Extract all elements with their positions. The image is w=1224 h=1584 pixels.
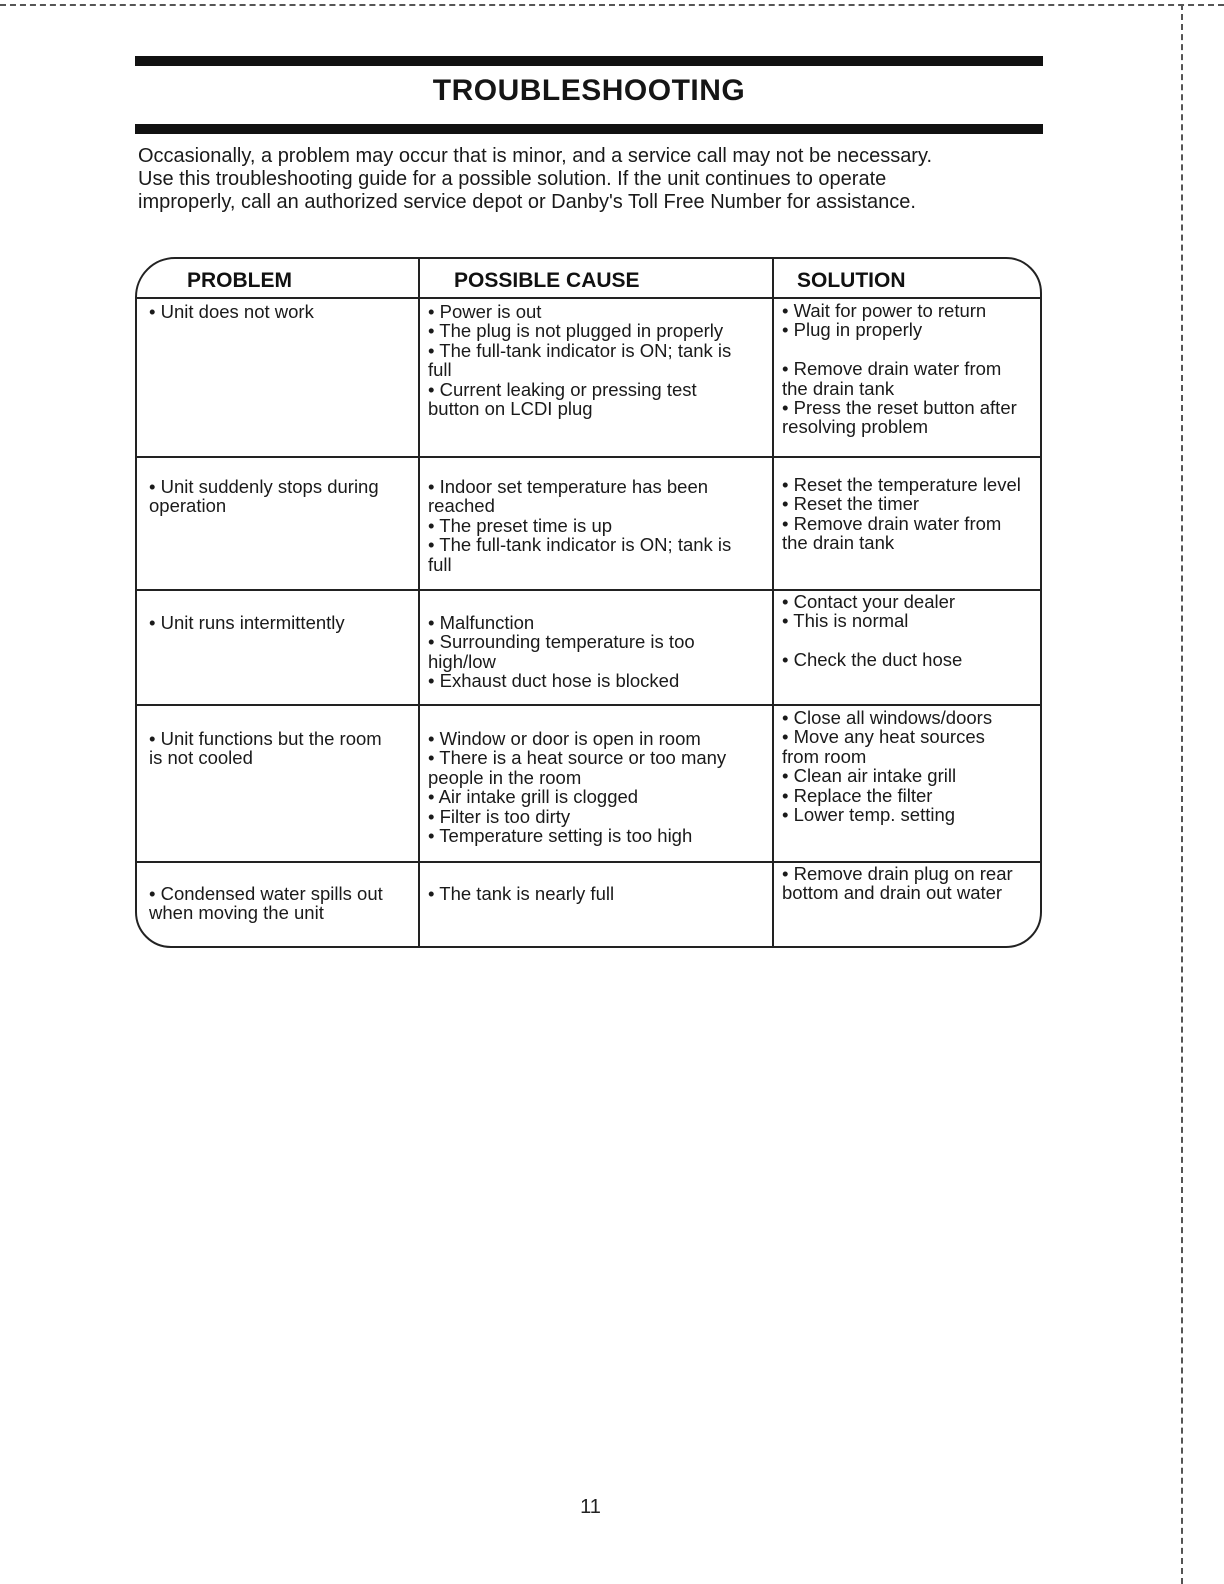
cell-line: operation xyxy=(149,495,227,517)
cell-line: • Press the reset button after xyxy=(782,397,1017,419)
row-4-problem xyxy=(149,729,382,768)
cell-line: button on LCDI plug xyxy=(428,398,593,420)
cell-line: • Unit suddenly stops during xyxy=(149,476,379,497)
cell-line: • Remove drain water from xyxy=(782,358,1002,380)
cell-line: when moving the unit xyxy=(149,902,324,924)
cell-line: • Surrounding temperature is too xyxy=(428,631,695,653)
cell-line: • The tank is nearly full xyxy=(428,883,615,904)
cell-line: • The preset time is up xyxy=(428,514,613,536)
row-5-cause xyxy=(428,884,614,903)
row-3-cause xyxy=(428,613,695,691)
cell-line: the drain tank xyxy=(782,377,895,399)
cell-line: • Filter is too dirty xyxy=(428,805,571,827)
title-rule-bottom xyxy=(135,124,1043,134)
page-number: 11 xyxy=(580,1496,601,1518)
row-1-cause xyxy=(428,302,731,418)
row-5-solution xyxy=(782,864,1013,903)
cell-line: • Reset the temperature level xyxy=(782,474,1021,495)
cell-line: • Indoor set temperature has been xyxy=(428,476,709,497)
cell-line: • Air intake grill is clogged xyxy=(428,786,639,808)
cell-line: • Reset the timer xyxy=(782,493,920,515)
cell-line: • Check the duct hose xyxy=(782,649,963,671)
cell-line: full xyxy=(428,553,452,575)
row-divider xyxy=(137,704,1040,706)
row-divider xyxy=(137,456,1040,458)
cell-line: • The full-tank indicator is ON; tank is xyxy=(428,534,732,556)
cell-line xyxy=(782,340,1017,359)
cell-line: people in the room xyxy=(428,766,582,788)
row-2-problem xyxy=(149,477,379,516)
row-2-solution xyxy=(782,475,1021,553)
column-divider xyxy=(418,259,420,946)
intro-line: Use this troubleshooting guide for a possible solution. If the unit continues to operate xyxy=(138,168,887,190)
cell-line: • Window or door is open in room xyxy=(428,728,701,749)
intro-line: improperly, call an authorized service depot or Danby's Toll Free Number for assistance. xyxy=(138,191,916,213)
cell-line: • Move any heat sources xyxy=(782,726,985,748)
row-4-cause xyxy=(428,729,726,845)
cell-line: reached xyxy=(428,495,495,517)
header-solution: SOLUTION xyxy=(797,269,906,292)
cell-line: • Unit functions but the room xyxy=(149,728,382,749)
row-4-solution xyxy=(782,708,992,824)
cell-line: • Remove drain plug on rear xyxy=(782,863,1013,884)
column-divider xyxy=(772,259,774,946)
cell-line: • Wait for power to return xyxy=(782,300,987,321)
cell-line: • This is normal xyxy=(782,610,909,632)
cell-line: the drain tank xyxy=(782,532,895,554)
intro-paragraph xyxy=(138,145,1038,214)
intro-line: Occasionally, a problem may occur that is minor, and a service call may not be necessary. xyxy=(138,145,933,167)
cut-line-top xyxy=(0,4,1224,6)
header-divider xyxy=(137,297,1040,299)
cell-line: high/low xyxy=(428,650,496,672)
cell-line: resolving problem xyxy=(782,416,929,438)
cell-line: • Unit runs intermittently xyxy=(149,612,345,633)
cell-line: • Contact your dealer xyxy=(782,591,956,612)
cell-line: • Replace the filter xyxy=(782,784,933,806)
cell-line: full xyxy=(428,359,452,381)
cell-line: • Condensed water spills out xyxy=(149,883,383,904)
row-3-solution xyxy=(782,592,962,670)
cell-line: • There is a heat source or too many xyxy=(428,747,727,769)
row-1-solution xyxy=(782,301,1017,437)
cell-line: • The plug is not plugged in properly xyxy=(428,320,724,342)
cut-line-right xyxy=(1181,4,1183,1584)
title-rule-top xyxy=(135,56,1043,66)
cell-line: • Lower temp. setting xyxy=(782,804,956,826)
cell-line: • Unit does not work xyxy=(149,301,314,322)
cell-line: bottom and drain out water xyxy=(782,882,1003,904)
header-possible-cause: POSSIBLE CAUSE xyxy=(454,269,640,292)
cell-line xyxy=(782,631,962,650)
cell-line: • Clean air intake grill xyxy=(782,765,957,787)
row-3-problem xyxy=(149,613,345,632)
cell-line: • Remove drain water from xyxy=(782,512,1002,534)
row-5-problem xyxy=(149,884,383,923)
row-1-problem xyxy=(149,302,314,321)
cell-line: • Close all windows/doors xyxy=(782,707,993,728)
cell-line: • Malfunction xyxy=(428,612,535,633)
cell-line: • Exhaust duct hose is blocked xyxy=(428,670,680,692)
page-title: TROUBLESHOOTING xyxy=(432,74,746,107)
cell-line: • Power is out xyxy=(428,301,542,322)
cell-line: • Temperature setting is too high xyxy=(428,825,693,847)
cell-line: • The full-tank indicator is ON; tank is xyxy=(428,339,732,361)
cell-line: • Plug in properly xyxy=(782,319,923,341)
troubleshooting-table xyxy=(135,257,1042,948)
cell-line: • Current leaking or pressing test xyxy=(428,378,697,400)
cell-line: from room xyxy=(782,745,867,767)
row-2-cause xyxy=(428,477,731,574)
header-problem: PROBLEM xyxy=(187,269,292,292)
cell-line: is not cooled xyxy=(149,747,253,769)
